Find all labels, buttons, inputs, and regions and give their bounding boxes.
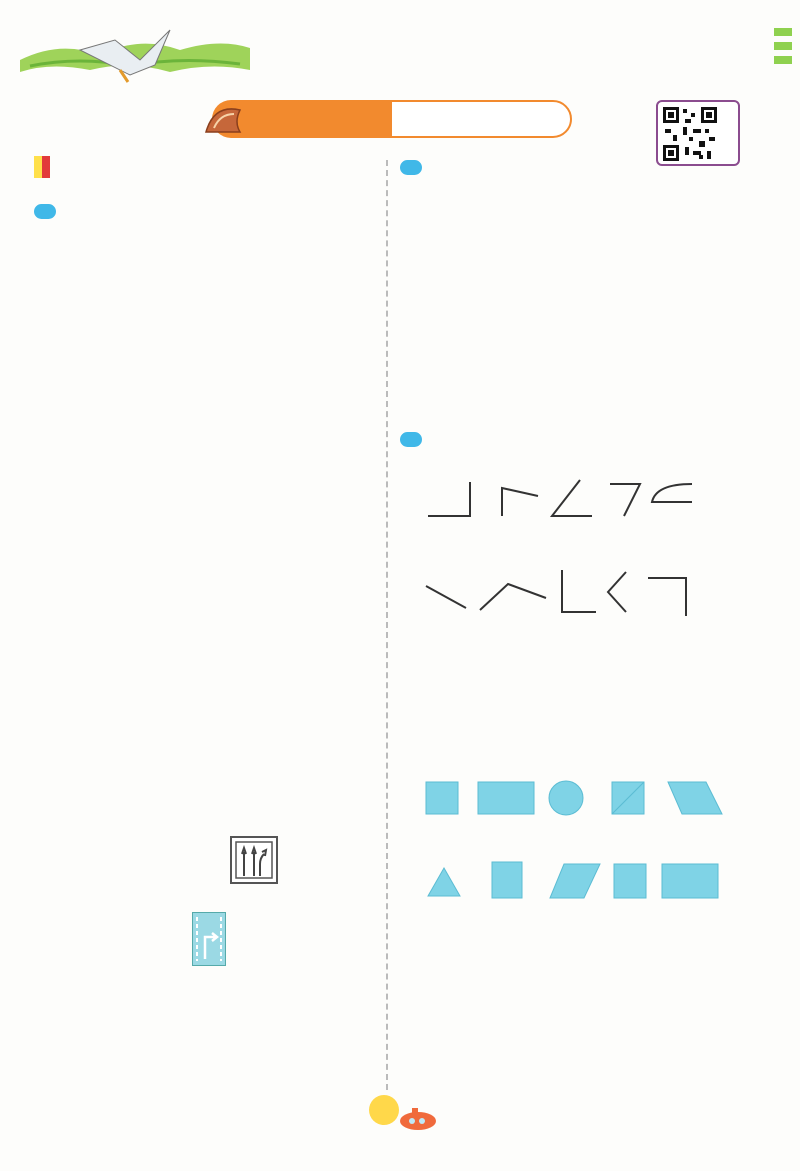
angle-figures-row2 — [420, 566, 700, 616]
shape-3 — [549, 781, 583, 815]
lane-increase-sign-icon — [230, 836, 278, 884]
header-part-label — [740, 33, 764, 51]
left-question-line — [34, 488, 42, 508]
left-question-line — [34, 326, 42, 346]
shape-4 — [612, 782, 644, 814]
judge-1-line1 — [400, 204, 408, 224]
left-question-line — [34, 568, 42, 588]
shape-6 — [428, 868, 460, 896]
shape-figures-row2 — [424, 860, 724, 902]
qr-code-icon — [663, 107, 717, 161]
shape-figures-row1 — [424, 780, 724, 816]
submarine-icon — [398, 1106, 440, 1132]
shell-icon — [204, 102, 242, 136]
right-turn-lane-sign-icon — [192, 912, 226, 966]
judge-2-line — [400, 280, 408, 300]
lesson-banner — [212, 100, 572, 138]
angle-2 — [502, 488, 538, 516]
shape-8 — [550, 864, 600, 898]
left-question-line — [34, 722, 42, 742]
angle-10 — [648, 578, 686, 616]
angle-4 — [610, 484, 640, 516]
section-one-number — [34, 204, 56, 219]
left-question-line — [34, 802, 42, 822]
badge-part2 — [42, 156, 50, 178]
shape-1 — [426, 782, 458, 814]
judge-3-line1 — [400, 358, 408, 378]
section-two-heading — [400, 160, 428, 182]
ability-badge — [34, 157, 50, 183]
section-two-number — [400, 160, 422, 175]
page-number — [369, 1095, 399, 1125]
shape-5 — [668, 782, 722, 814]
shape-2 — [478, 782, 534, 814]
classify-q1-number — [400, 474, 408, 494]
banner-right-panel — [390, 100, 572, 138]
section-one-heading — [34, 204, 62, 226]
angle-7 — [480, 584, 546, 610]
section-three-heading — [400, 432, 428, 454]
shape-10 — [662, 864, 718, 898]
classify-q2-number — [400, 784, 408, 804]
angle-6 — [426, 586, 466, 608]
section-three-number — [400, 432, 422, 447]
shape-9 — [614, 864, 646, 898]
angle-8 — [562, 570, 596, 612]
left-question-line — [34, 246, 42, 266]
angle-3 — [552, 480, 592, 516]
angle-1 — [428, 482, 470, 516]
badge-part1 — [34, 156, 42, 178]
angle-figures-row1 — [420, 476, 700, 520]
column-divider — [386, 160, 388, 1090]
left-question-line — [34, 408, 42, 428]
qr-code-box[interactable] — [656, 100, 740, 166]
shape-7 — [492, 862, 522, 898]
grass-bird-decoration — [20, 20, 250, 90]
side-tab-icon — [774, 24, 792, 68]
angle-9 — [608, 572, 626, 612]
left-question-line — [34, 646, 42, 666]
angle-5 — [652, 484, 692, 502]
